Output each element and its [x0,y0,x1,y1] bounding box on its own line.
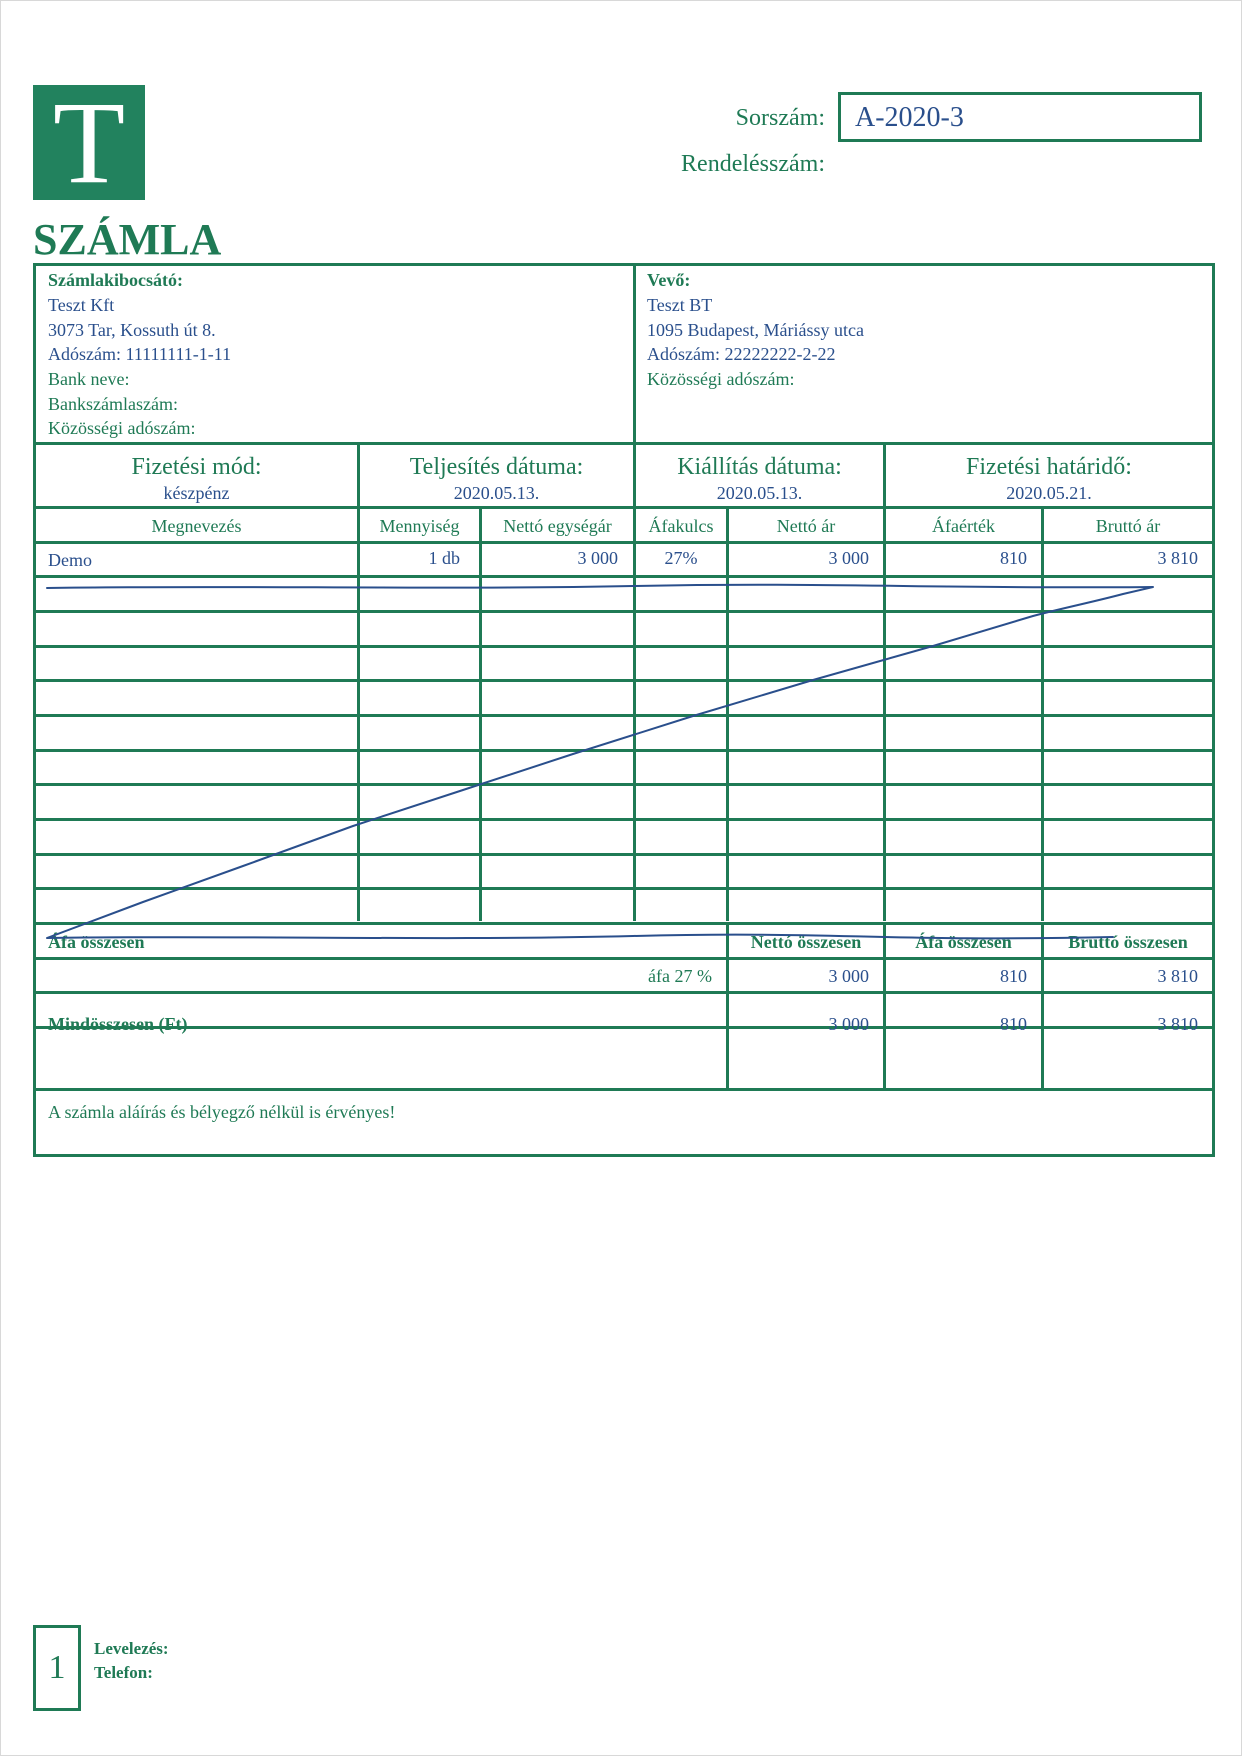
issue-date-value: 2020.05.13. [716,483,803,503]
rate-vat-value: 810 [1000,966,1027,986]
invoice-number-label: Sorszám: [735,105,825,131]
page-number: 1 [33,1625,81,1711]
mail-label: Levelezés: [94,1639,169,1658]
completion-date-value: 2020.05.13. [453,483,540,503]
due-date-value: 2020.05.21. [1006,483,1092,503]
invoice-number-value: A-2020-3 [855,102,964,133]
invoice-number-box [838,92,1202,142]
col-header-name: Megnevezés [151,516,242,536]
buyer-address: 1095 Budapest, Máriássy utca [647,320,864,340]
col-header-qty: Mennyiség [379,516,460,536]
col-header-vat-rate: Áfakulcs [648,516,714,536]
completion-date-label: Teljesítés dátuma: [409,454,584,480]
item-unit-price: 3 000 [577,548,618,568]
item-vat-rate: 27% [664,548,698,568]
rate-gross-value: 3 810 [1157,966,1198,986]
buyer-tax-id: Adószám: 22222222-2-22 [647,344,836,364]
buyer-heading: Vevő: [647,270,691,290]
order-number-label: Rendelésszám: [681,151,825,177]
item-vat: 810 [1000,548,1027,568]
col-header-gross: Bruttó ár [1095,516,1161,536]
payment-method-value: készpénz [163,483,230,503]
vat-rate-label: áfa 27 % [648,966,712,986]
gross-total-heading: Bruttó összesen [1068,932,1188,952]
col-header-net: Nettó ár [776,516,836,536]
buyer-name: Teszt BT [647,295,713,315]
seller-bank-name: Bank neve: [48,369,130,389]
grand-gross-value: 3 810 [1157,1014,1198,1034]
invoice-table [33,263,1215,1157]
grand-total-label: Mindösszesen (Ft) [48,1014,188,1034]
payment-method-label: Fizetési mód: [131,454,262,480]
item-gross: 3 810 [1157,548,1198,568]
item-qty: 1 db [428,548,460,568]
seller-eu-tax: Közösségi adószám: [48,418,196,438]
company-logo: T [33,85,145,200]
due-date-label: Fizetési határidő: [966,454,1132,480]
net-total-heading: Nettó összesen [750,932,862,952]
seller-bank-account: Bankszámlaszám: [48,394,178,414]
item-net: 3 000 [828,548,869,568]
col-header-unit-price: Nettó egységár [503,516,612,536]
phone-label: Telefon: [94,1663,153,1682]
col-header-vat: Áfaérték [932,516,995,536]
item-name: Demo [48,550,92,570]
seller-tax-id: Adószám: 11111111-1-11 [48,344,232,364]
vat-summary-heading: Áfa összesen [48,932,145,952]
vat-total-heading: Áfa összesen [915,932,1012,952]
grand-net-value: 3 000 [828,1014,869,1034]
issue-date-label: Kiállítás dátuma: [677,454,842,480]
seller-heading: Számlakibocsátó: [48,270,183,290]
document-title: SZÁMLA [33,215,222,264]
seller-address: 3073 Tar, Kossuth út 8. [48,320,216,340]
validity-note: A számla aláírás és bélyegző nélkül is érvényes! [48,1102,396,1122]
rate-net-value: 3 000 [828,966,869,986]
seller-name: Teszt Kft [48,295,115,315]
grand-vat-value: 810 [1000,1014,1027,1034]
buyer-eu-tax: Közösségi adószám: [647,369,795,389]
